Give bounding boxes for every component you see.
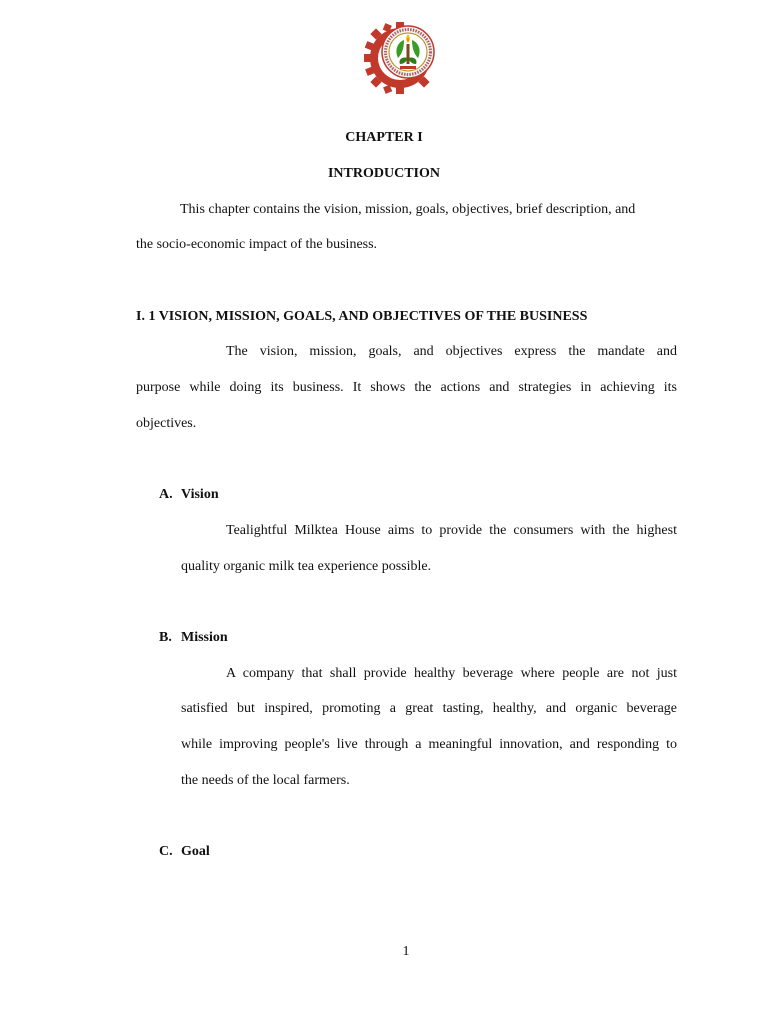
- section-line-2: purpose while doing its business. It shows the actions and strategies in achieving its: [136, 380, 677, 395]
- section-heading: I. 1 VISION, MISSION, GOALS, AND OBJECTIVES OF THE BUSINESS: [136, 309, 588, 324]
- vision-heading: Vision: [181, 487, 219, 502]
- torch-icon: [406, 34, 410, 64]
- institution-seal-logo: [364, 20, 438, 94]
- mission-heading: Mission: [181, 630, 228, 645]
- goal-heading: Goal: [181, 844, 210, 859]
- goal-label: C.: [159, 844, 173, 859]
- section-line-1: The vision, mission, goals, and objectives express the mandate and: [226, 344, 677, 359]
- mission-line-4: the needs of the local farmers.: [181, 773, 350, 788]
- intro-line-2: the socio-economic impact of the business.: [136, 237, 378, 252]
- mission-line-3: while improving people's live through a meaningful innovation, and responding to: [181, 737, 677, 752]
- section-line-3: objectives.: [136, 416, 197, 431]
- vision-label: A.: [159, 487, 173, 502]
- mission-line-2: satisfied but inspired, promoting a great tasting, healthy, and organic beverage: [181, 701, 677, 716]
- intro-line-1: This chapter contains the vision, mission, goals, objectives, brief description, and: [180, 202, 636, 217]
- vision-line-1: Tealightful Milktea House aims to provide the consumers with the highest: [226, 523, 677, 538]
- chapter-title: INTRODUCTION: [327, 166, 440, 181]
- mission-line-1: A company that shall provide healthy beverage where people are not just: [226, 666, 677, 681]
- page-number: 1: [402, 944, 410, 959]
- vision-line-2: quality organic milk tea experience possible.: [181, 559, 432, 574]
- chapter-heading: CHAPTER I: [345, 130, 423, 145]
- mission-label: B.: [159, 630, 172, 645]
